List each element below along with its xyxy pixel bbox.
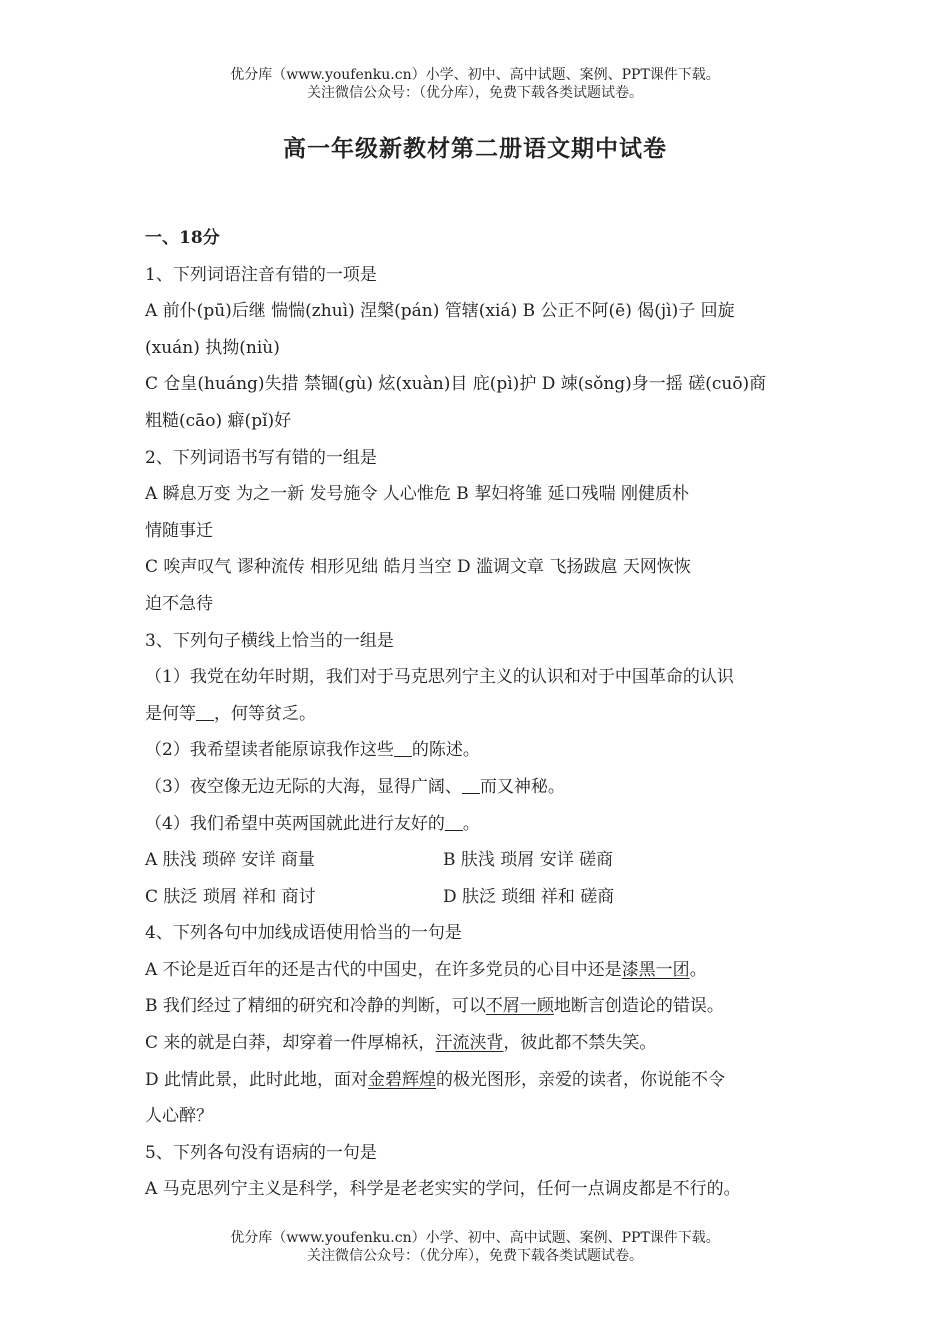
- question-5: [145, 1135, 810, 1208]
- footer-line-1: 优分库（www.youfenku.cn）小学、初中、高中试题、案例、PPT课件下载。: [230, 1230, 720, 1246]
- sentence-4: [145, 806, 810, 843]
- text: （2）我希望读者能原谅我作这些: [145, 740, 394, 761]
- underlined-idiom: 金碧辉煌: [368, 1069, 437, 1090]
- text: 的极光图形，亲爱的读者，你说能不令: [436, 1069, 726, 1090]
- section-heading: 一、18分: [145, 228, 220, 248]
- option-line: A 瞬息万变 为之一新 发号施令 人心惟危 B 挈妇将雏 延口残喘 刚健质朴: [145, 484, 689, 505]
- question-stem: 1、下列词语注音有错的一项是: [145, 264, 377, 285]
- sentence-1b: [145, 696, 810, 733]
- header-line-2: 关注微信公众号：（优分库），免费下载各类试题试卷。: [307, 85, 643, 101]
- page-title: 高一年级新教材第二册语文期中试卷: [283, 135, 667, 162]
- option-row-cd: [145, 879, 810, 916]
- text: 是何等: [145, 703, 196, 724]
- option-d: [145, 1062, 810, 1099]
- question-1: [145, 257, 810, 440]
- page-header: [0, 66, 950, 102]
- option-a: A 肤浅 琐碎 安详 商量: [145, 850, 315, 871]
- exam-content: [145, 220, 810, 1208]
- page-footer: [0, 1229, 950, 1265]
- fill-blank: [462, 775, 480, 794]
- question-3: [145, 623, 810, 916]
- underlined-idiom: 汗流浃背: [435, 1033, 504, 1054]
- option-c: C 肤泛 琐屑 祥和 商讨: [145, 886, 316, 907]
- option-row-ab: [145, 842, 810, 879]
- sentence-2: [145, 732, 810, 769]
- option-b: B 肤浅 琐屑 安详 磋商: [443, 850, 614, 871]
- text: （4）我们希望中英两国就此进行友好的: [145, 813, 445, 834]
- text: 的陈述。: [411, 740, 480, 761]
- sentence-3: [145, 769, 810, 806]
- option-line: (xuán) 执拗(niù): [145, 337, 280, 358]
- question-stem: 4、下列各句中加线成语使用恰当的一句是: [145, 923, 462, 944]
- option-line: 情随事迁: [145, 520, 213, 541]
- text: 地断言创造论的错误。: [553, 996, 724, 1017]
- fill-blank: [445, 812, 463, 831]
- question-stem: 5、下列各句没有语病的一句是: [145, 1142, 377, 1163]
- option-d-cont: 人心醉？: [145, 1106, 213, 1127]
- text: （3）夜空像无边无际的大海，显得广阔、: [145, 776, 462, 797]
- sentence-1a: （1）我党在幼年时期，我们对于马克思列宁主义的认识和对于中国革命的认识: [145, 667, 734, 688]
- text: ，彼此都不禁失笑。: [503, 1033, 657, 1054]
- option-line: C 仓皇(huáng)失措 禁锢(gù) 炫(xuàn)目 庇(pì)护 D 竦(sǒng)身一摇 磋(cuō)商: [145, 374, 767, 395]
- option-a: A 马克思列宁主义是科学，科学是老老实实的学问，任何一点调皮都是不行的。: [145, 1179, 741, 1200]
- option-line: C 唉声叹气 谬种流传 相形见绌 皓月当空 D 滥调文章 飞扬跋扈 天网恢恢: [145, 557, 691, 578]
- option-c: [145, 1025, 810, 1062]
- text: C 来的就是白莽，却穿着一件厚棉袄，: [145, 1033, 436, 1054]
- footer-line-2: 关注微信公众号：（优分库），免费下载各类试题试卷。: [307, 1248, 643, 1264]
- option-a: [145, 952, 810, 989]
- underlined-idiom: 漆黑一团: [621, 959, 690, 980]
- underlined-idiom: 不屑一顾: [485, 996, 554, 1017]
- header-line-1: 优分库（www.youfenku.cn）小学、初中、高中试题、案例、PPT课件下载。: [230, 67, 720, 83]
- text: B 我们经过了精细的研究和冷静的判断，可以: [145, 996, 486, 1017]
- option-b: [145, 988, 810, 1025]
- option-line: A 前仆(pū)后继 惴惴(zhuì) 涅槃(pán) 管辖(xiá) B 公正不阿(ē) 偈(jì)子 回旋: [145, 301, 735, 322]
- text: 而又神秘。: [479, 776, 565, 797]
- option-line: 迫不急待: [145, 593, 213, 614]
- question-stem: 2、下列词语书写有错的一组是: [145, 447, 377, 468]
- option-d: D 肤泛 琐细 祥和 磋商: [443, 886, 615, 907]
- fill-blank: [394, 738, 412, 757]
- fill-blank: [196, 702, 214, 721]
- text: ，何等贫乏。: [214, 703, 316, 724]
- option-line: 粗糙(cāo) 癖(pǐ)好: [145, 410, 292, 431]
- question-2: [145, 440, 810, 623]
- text: D 此情此景，此时此地，面对: [145, 1069, 369, 1090]
- text: A 不论是近百年的还是古代的中国史，在许多党员的心目中还是: [145, 959, 622, 980]
- text: 。: [689, 959, 707, 980]
- text: 。: [462, 813, 480, 834]
- question-stem: 3、下列句子横线上恰当的一组是: [145, 630, 394, 651]
- question-4: [145, 915, 810, 1135]
